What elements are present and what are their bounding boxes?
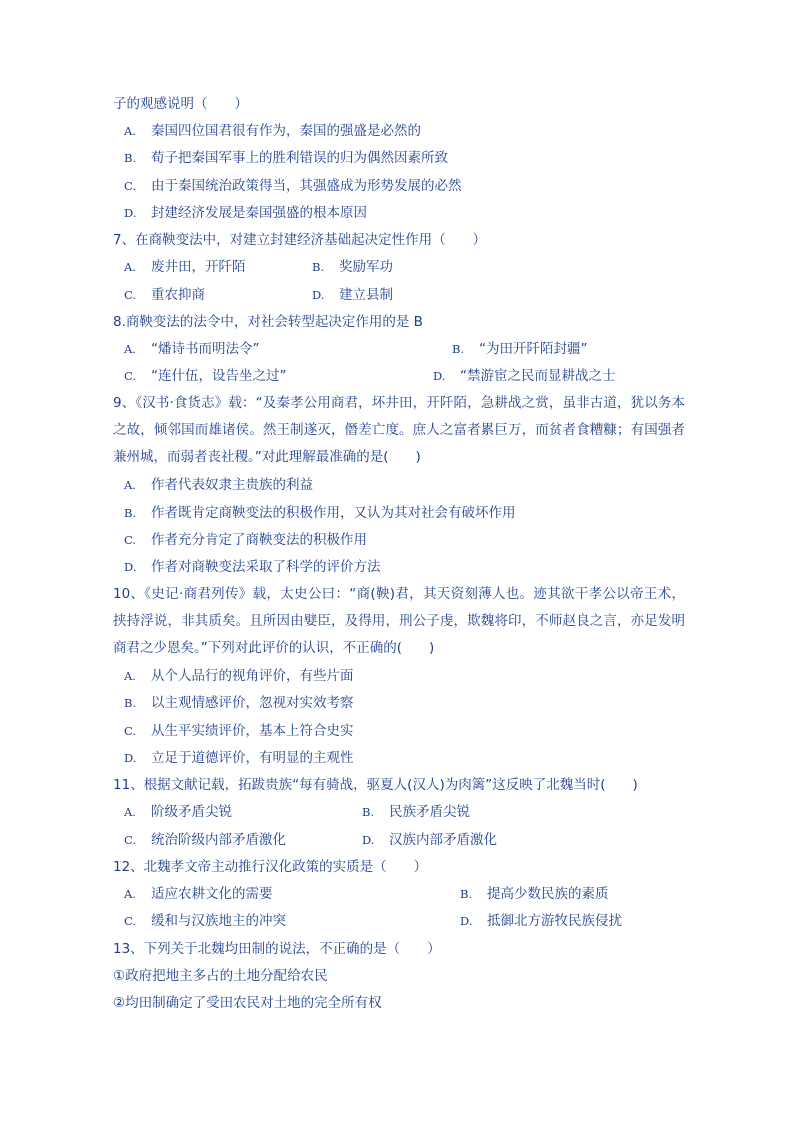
option-text: 建立县制 [339, 287, 393, 303]
q12-option-c [124, 911, 286, 931]
option-text: 废井田，开阡陌 [151, 259, 246, 275]
q13-statement-2: ②均田制确定了受田农民对土地的完全所有权 [113, 995, 382, 1011]
option-letter: A. [124, 478, 136, 492]
option-letter: B. [452, 342, 465, 356]
option-letter: B. [124, 506, 137, 520]
q8-option-a [124, 339, 260, 359]
option-letter: A. [124, 124, 136, 138]
option-letter: B. [362, 805, 375, 819]
option-letter: A. [124, 805, 136, 819]
q7-option-a [124, 257, 246, 277]
option-letter: A. [124, 342, 136, 356]
q7-option-d [312, 285, 393, 305]
q10-option-c [124, 721, 354, 741]
option-letter: C. [124, 833, 137, 847]
option-text: 从生平实绩评价，基本上符合史实 [151, 723, 354, 739]
q11-option-d [362, 830, 497, 850]
option-letter: A. [124, 260, 136, 274]
q9-option-a [124, 475, 313, 495]
q7-option-b [312, 257, 393, 277]
question-12-stem: 12、北魏孝文帝主动推行汉化政策的实质是（ ） [113, 859, 428, 875]
option-text: 以主观情感评价，忽视对实效考察 [151, 695, 354, 711]
option-letter: A. [124, 887, 136, 901]
question-6-stem-tail: 子的观感说明（ ） [113, 96, 248, 112]
question-10-stem: 10、《史记·商君列传》载，太史公曰：“商(鞅)君，其天资刻薄人也。迹其欲干孝公以帝王术，挟持浮说，非其质矣。且所因由嬖臣，及得用，刑公子虔，欺魏将印，不师赵良之言，亦足发明商君之少恩矣。”下列对此评价的认识，不正确的( ) [113, 586, 685, 656]
option-text: 从个人品行的视角评价，有些片面 [151, 668, 354, 684]
q9-option-d [124, 557, 381, 577]
option-text: 民族矛盾尖锐 [389, 804, 470, 820]
option-letter: C. [124, 369, 137, 383]
option-text: 奖励军功 [339, 259, 393, 275]
q6-option-a [124, 121, 421, 141]
option-letter: B. [460, 887, 473, 901]
q6-option-d [124, 203, 367, 223]
option-text: 作者对商鞅变法采取了科学的评价方法 [151, 559, 381, 575]
q12-option-b [460, 884, 609, 904]
option-letter: B. [124, 696, 137, 710]
option-letter: D. [460, 914, 473, 928]
option-text: 立足于道德评价，有明显的主观性 [151, 750, 354, 766]
option-letter: D. [362, 833, 375, 847]
q7-option-c [124, 285, 205, 305]
option-text: 提高少数民族的素质 [487, 886, 609, 902]
question-11-stem: 11、根据文献记载，拓跋贵族“每有骑战，驱夏人(汉人)为肉篱”这反映了北魏当时( ) [113, 777, 638, 793]
q6-option-c [124, 176, 462, 196]
q8-option-d [433, 366, 616, 386]
option-letter: D. [312, 288, 325, 302]
option-letter: C. [124, 914, 137, 928]
option-text: 抵御北方游牧民族侵扰 [487, 913, 622, 929]
question-9-stem: 9、《汉书·食货志》载：“及秦孝公用商君，坏井田，开阡陌，急耕战之赏，虽非古道，犹以务本之故，倾邻国而雄诸侯。然王制遂灭，僭差亡度。庶人之富者累巨万，而贫者食糟糠；有国强者兼州城，而弱者丧社稷。”对此理解最准确的是( ) [113, 395, 685, 465]
option-text: 作者充分肯定了商鞅变法的积极作用 [151, 532, 367, 548]
q8-option-b [452, 339, 588, 359]
q10-option-d [124, 748, 354, 768]
option-text: 封建经济发展是秦国强盛的根本原因 [151, 205, 367, 221]
question-8-stem: 8.商鞅变法的法令中，对社会转型起决定作用的是 B [113, 314, 423, 330]
question-13-stem: 13、下列关于北魏均田制的说法，不正确的是（ ） [113, 941, 441, 957]
q9-option-c [124, 530, 367, 550]
option-text: 统治阶级内部矛盾激化 [151, 832, 286, 848]
option-text: 缓和与汉族地主的冲突 [151, 913, 286, 929]
option-text: 作者代表奴隶主贵族的利益 [151, 477, 313, 493]
option-letter: D. [433, 369, 446, 383]
option-letter: C. [124, 724, 137, 738]
q10-option-b [124, 693, 354, 713]
option-text: “连什伍，设告坐之过” [151, 368, 287, 384]
option-text: 作者既肯定商鞅变法的积极作用，又认为其对社会有破坏作用 [151, 505, 516, 521]
option-letter: B. [124, 151, 137, 165]
option-letter: C. [124, 288, 137, 302]
option-letter: C. [124, 533, 137, 547]
option-text: 汉族内部矛盾激化 [389, 832, 497, 848]
q12-option-a [124, 884, 273, 904]
q13-statement-1: ①政府把地主多占的土地分配给农民 [113, 968, 328, 984]
q9-option-b [124, 503, 516, 523]
q11-option-b [362, 802, 470, 822]
option-text: “为田开阡陌封疆” [479, 341, 588, 357]
option-text: 秦国四位国君很有作为，秦国的强盛是必然的 [151, 123, 421, 139]
option-letter: D. [124, 751, 137, 765]
option-text: 由于秦国统治政策得当，其强盛成为形势发展的必然 [151, 178, 462, 194]
option-text: 阶级矛盾尖锐 [151, 804, 232, 820]
option-text: “禁游宦之民而显耕战之士 [460, 368, 616, 384]
q12-option-d [460, 911, 622, 931]
q11-option-a [124, 802, 232, 822]
q10-option-a [124, 666, 354, 686]
question-7-stem: 7、在商鞅变法中，对建立封建经济基础起决定性作用（ ） [113, 232, 487, 248]
option-text: 重农抑商 [151, 287, 205, 303]
option-text: “燔诗书而明法令” [151, 341, 260, 357]
option-text: 适应农耕文化的需要 [151, 886, 273, 902]
option-letter: A. [124, 669, 136, 683]
q11-option-c [124, 830, 286, 850]
q8-option-c [124, 366, 287, 386]
q6-option-b [124, 148, 448, 168]
option-letter: B. [312, 260, 325, 274]
option-letter: D. [124, 206, 137, 220]
option-letter: D. [124, 560, 137, 574]
option-text: 荀子把秦国军事上的胜利错误的归为偶然因素所致 [151, 150, 448, 166]
option-letter: C. [124, 179, 137, 193]
